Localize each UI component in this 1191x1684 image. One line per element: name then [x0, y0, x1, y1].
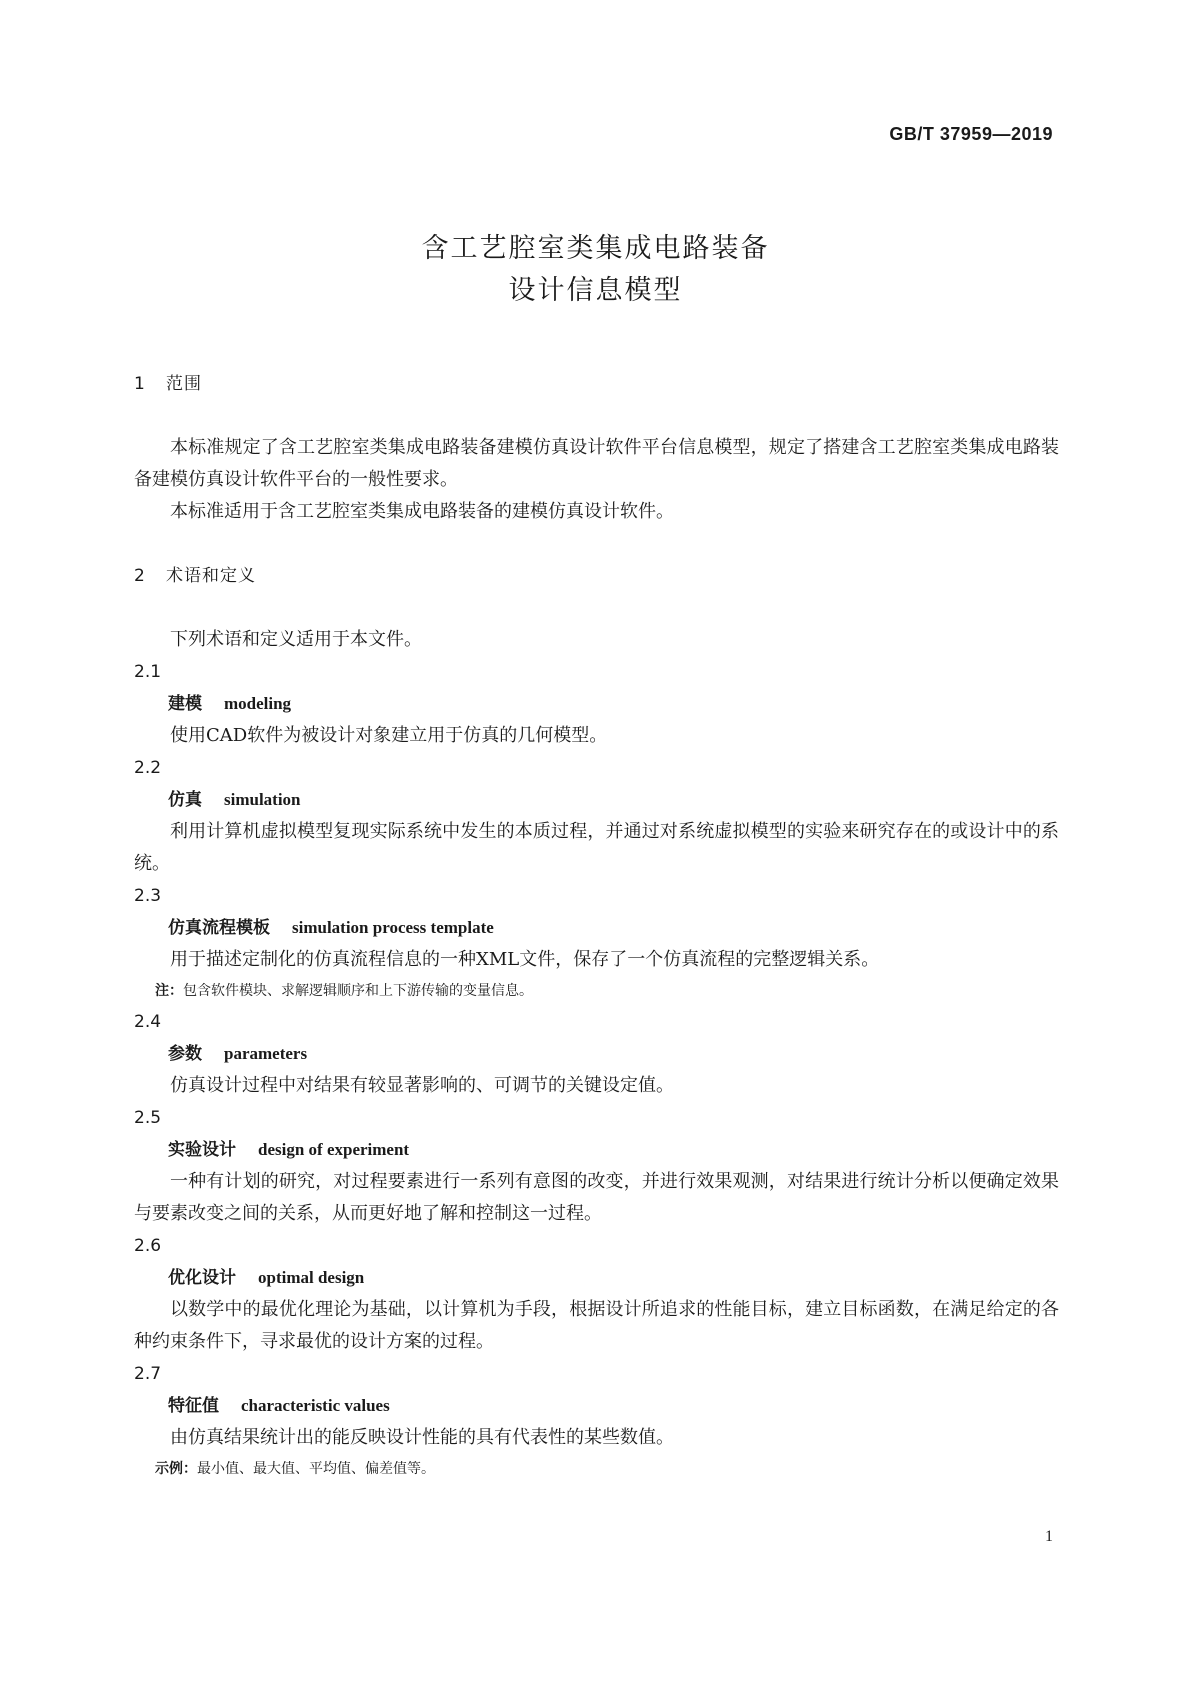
term-definition: 以数学中的最优化理论为基础，以计算机为手段，根据设计所追求的性能目标，建立目标函数，在满足给定的各种约束条件下，寻求最优的设计方案的过程。: [134, 1299, 1059, 1352]
title-line-2: 设计信息模型: [508, 275, 683, 306]
term-definition: 一种有计划的研究，对过程要素进行一系列有意图的改变，并进行效果观测，对结果进行统计分析以便确定效果与要素改变之间的关系，从而更好地了解和控制这一过程。: [134, 1171, 1059, 1224]
section-heading-scope: [134, 368, 1059, 400]
term-chinese: 实验设计: [168, 1140, 236, 1160]
term-chinese: 特征值: [168, 1396, 219, 1416]
term-entry: [134, 1230, 1059, 1358]
page-number: 1: [1045, 1528, 1053, 1545]
term-number: 2.4: [134, 1012, 162, 1032]
term-english: design of experiment: [258, 1140, 410, 1159]
term-english: simulation process template: [292, 918, 494, 937]
term-heading: [134, 912, 1059, 944]
section-number: 1: [134, 374, 146, 394]
section-heading-terms: [134, 560, 1059, 592]
term-entry: [134, 880, 1059, 1006]
term-number: 2.6: [134, 1236, 162, 1256]
section-title: 范围: [166, 374, 202, 394]
term-entry: [134, 1006, 1059, 1102]
term-chinese: 建模: [168, 694, 202, 714]
document-title: [0, 228, 1191, 312]
term-chinese: 参数: [168, 1044, 202, 1064]
term-english: modeling: [224, 694, 292, 713]
term-heading: [134, 1134, 1059, 1166]
standard-code: GB/T 37959—2019: [889, 124, 1053, 144]
term-number: 2.2: [134, 758, 162, 778]
term-chinese: 仿真: [168, 790, 202, 810]
term-heading: [134, 1038, 1059, 1070]
term-heading: [134, 1390, 1059, 1422]
term-definition: 由仿真结果统计出的能反映设计性能的具有代表性的某些数值。: [170, 1427, 674, 1448]
scope-paragraph-2: 本标准适用于含工艺腔室类集成电路装备的建模仿真设计软件。: [170, 501, 674, 522]
term-entry: [134, 752, 1059, 880]
note-label: 示例：: [155, 1461, 197, 1477]
terms-intro: 下列术语和定义适用于本文件。: [170, 629, 422, 650]
section-title: 术语和定义: [166, 566, 256, 586]
note-text: 最小值、最大值、平均值、偏差值等。: [197, 1461, 435, 1477]
term-entry: [134, 1358, 1059, 1484]
scope-paragraph-1: 本标准规定了含工艺腔室类集成电路装备建模仿真设计软件平台信息模型，规定了搭建含工艺腔室类集成电路装备建模仿真设计软件平台的一般性要求。: [134, 437, 1059, 490]
term-definition: 利用计算机虚拟模型复现实际系统中发生的本质过程，并通过对系统虚拟模型的实验来研究存在的或设计中的系统。: [134, 821, 1059, 874]
term-definition: 使用CAD软件为被设计对象建立用于仿真的几何模型。: [170, 725, 608, 746]
term-entry: [134, 656, 1059, 752]
term-note: [134, 976, 1059, 1006]
term-number: 2.5: [134, 1108, 162, 1128]
document-body: [134, 368, 1059, 1484]
section-number: 2: [134, 566, 146, 586]
term-definition: 仿真设计过程中对结果有较显著影响的、可调节的关键设定值。: [170, 1075, 674, 1096]
term-english: optimal design: [258, 1268, 365, 1287]
term-english: characteristic values: [241, 1396, 390, 1415]
term-chinese: 优化设计: [168, 1268, 236, 1288]
term-heading: [134, 1262, 1059, 1294]
term-english: parameters: [224, 1044, 308, 1063]
term-heading: [134, 688, 1059, 720]
term-heading: [134, 784, 1059, 816]
term-number: 2.1: [134, 662, 162, 682]
title-line-1: 含工艺腔室类集成电路装备: [421, 233, 770, 264]
term-number: 2.3: [134, 886, 162, 906]
term-english: simulation: [224, 790, 301, 809]
term-note: [134, 1454, 1059, 1484]
note-text: 包含软件模块、求解逻辑顺序和上下游传输的变量信息。: [183, 983, 533, 999]
note-label: 注：: [155, 983, 183, 999]
term-chinese: 仿真流程模板: [168, 918, 270, 938]
term-definition: 用于描述定制化的仿真流程信息的一种XML文件，保存了一个仿真流程的完整逻辑关系。: [170, 949, 880, 970]
term-list: [134, 656, 1059, 1484]
term-entry: [134, 1102, 1059, 1230]
term-number: 2.7: [134, 1364, 162, 1384]
